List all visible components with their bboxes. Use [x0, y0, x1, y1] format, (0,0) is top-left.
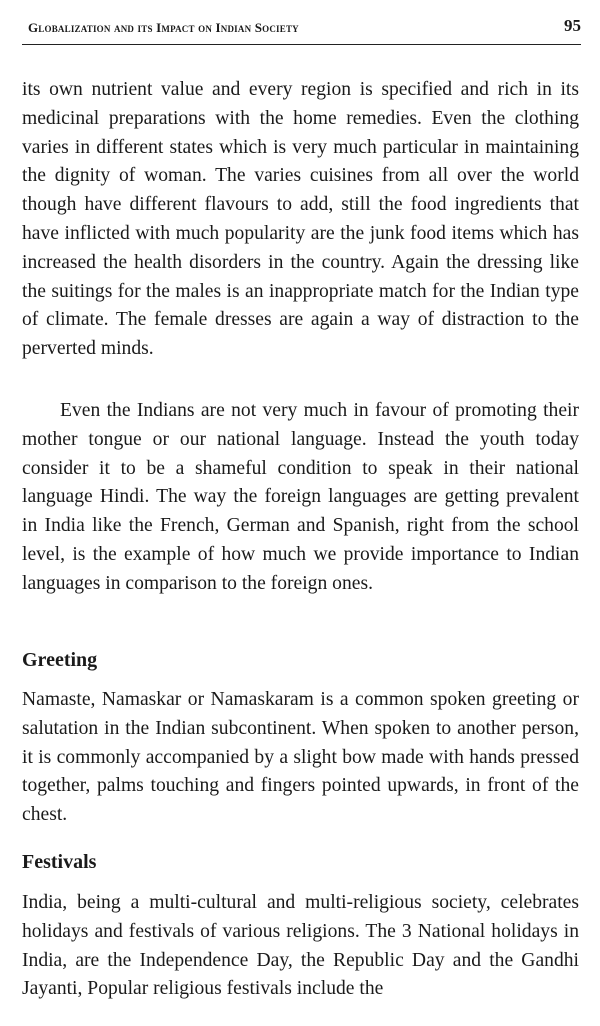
running-header-title: Globalization and its Impact on Indian Society	[28, 20, 299, 35]
running-header	[22, 14, 581, 45]
paragraph-clothing-food: its own nutrient value and every region is specified and rich in its medicinal preparations with the home remedies. Even the clothing varies in different states which is very much particular in maintaining the dignity of woman. The varies cuisines from all over the world though have different flavours to add, still the food ingredients that have inflicted with much popularity are the junk food items which has increased the health disorders in the country. Again the dressing like the suitings for the males is an inappropriate match for the Indian type of climate. The female dresses are again a way of distraction to the perverted minds.	[22, 79, 579, 360]
page-number: 95	[564, 16, 581, 35]
paragraph-greeting: Namaste, Namaskar or Namaskaram is a common spoken greeting or salutation in the Indian subcontinent. When spoken to another person, it is commonly accompanied by a slight bow made with hands pressed together, palms touching and fingers pointed upwards, in front of the chest.	[22, 689, 579, 826]
paragraph-festivals: India, being a multi-cultural and multi-religious society, celebrates holidays and festivals of various religions. The 3 National holidays in India, are the Independence Day, the Republic Day and the Gandhi Jayanti, Popular religious festivals include the	[22, 892, 579, 1000]
section-heading-festivals: Festivals	[22, 851, 97, 873]
section-heading-greeting: Greeting	[22, 649, 98, 671]
paragraph-language: Even the Indians are not very much in favour of promoting their mother tongue or our national language. Instead the youth today consider it to be a shameful condition to speak in their national language Hindi. The way the foreign languages are getting prevalent in India like the French, German and Spanish, right from the school level, is the example of how much we provide importance to Indian languages in comparison to the foreign ones.	[22, 400, 579, 594]
